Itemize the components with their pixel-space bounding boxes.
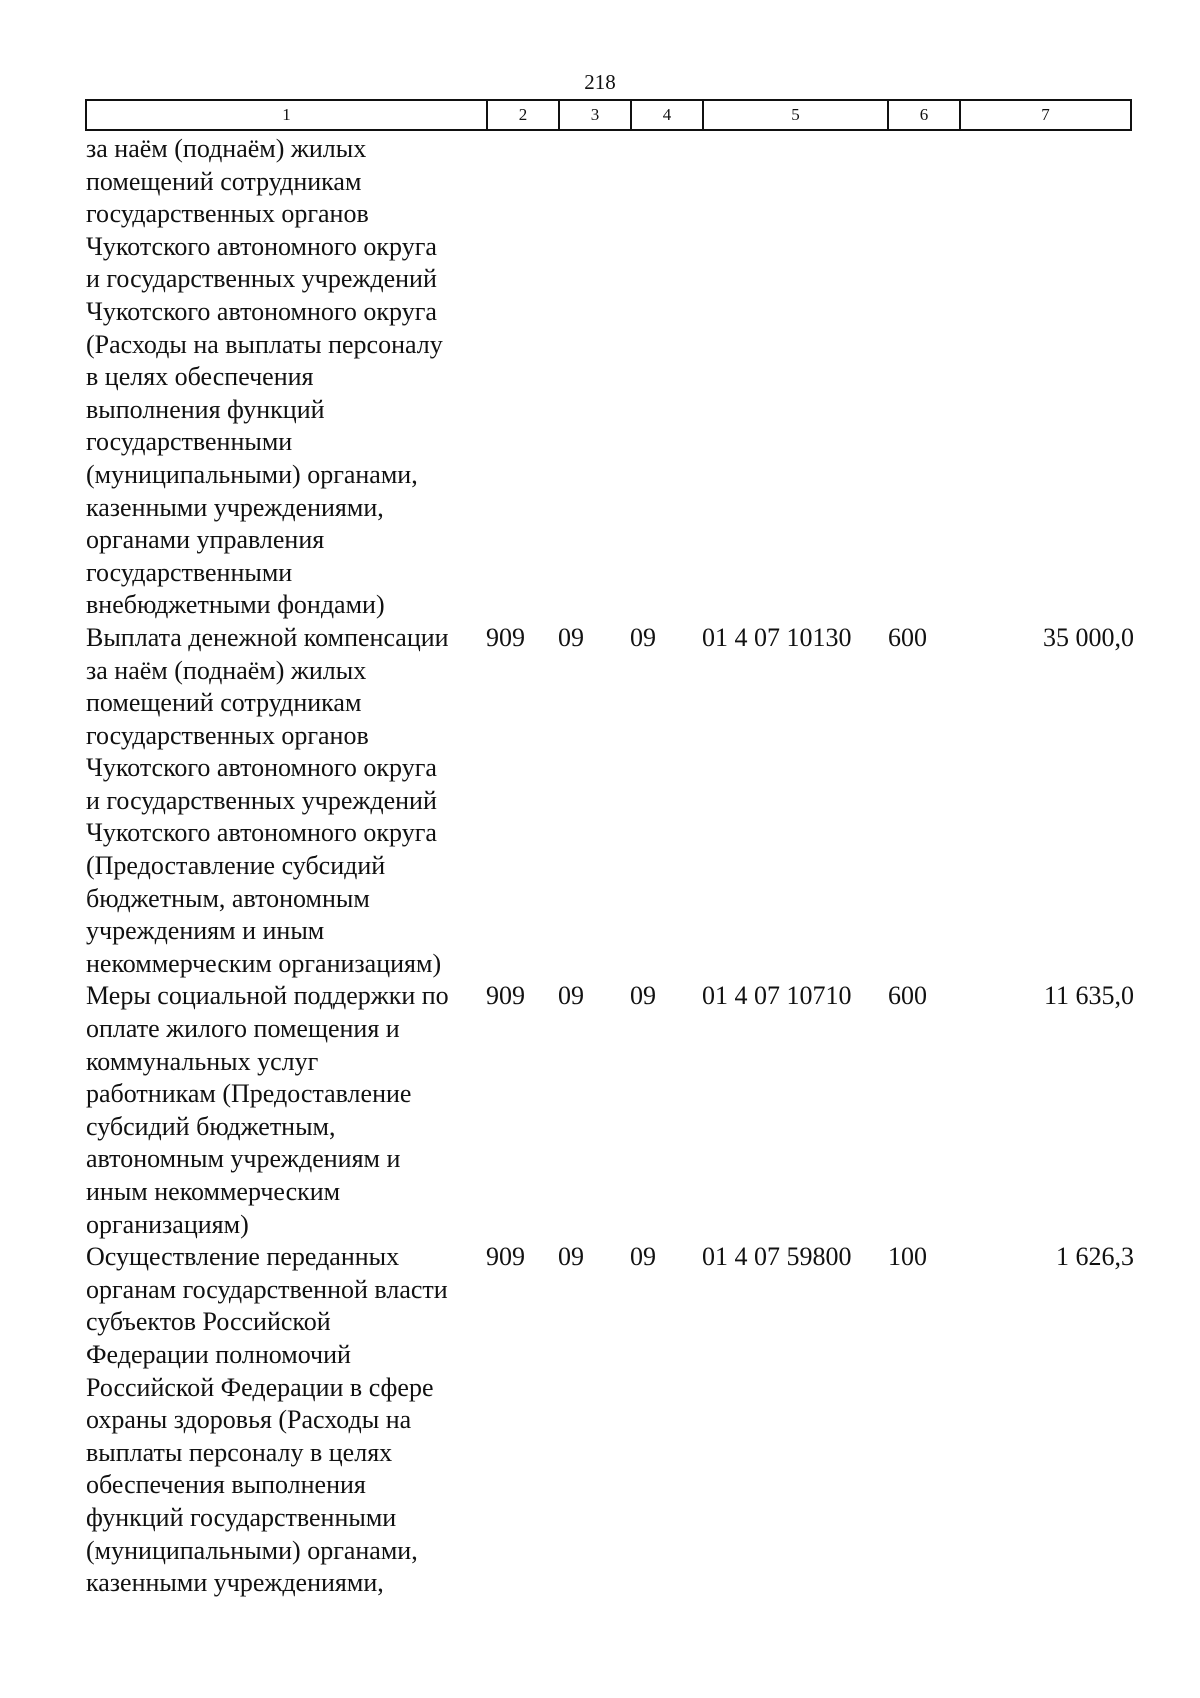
description-line: Меры социальной поддержки по xyxy=(86,981,449,1011)
table-row xyxy=(86,133,1134,622)
header-col-5: 5 xyxy=(704,101,889,129)
cell-ministry-code: 909 xyxy=(486,1242,525,1272)
description-line: помещений сотрудникам xyxy=(86,688,362,718)
description-line: казенными учреждениями, xyxy=(86,1568,384,1598)
cell-target-article: 01 4 07 59800 xyxy=(702,1242,852,1272)
table-row xyxy=(86,1241,1134,1600)
description-line: автономным учреждениям и xyxy=(86,1144,401,1174)
cell-ministry-code: 909 xyxy=(486,981,525,1011)
description-line: в целях обеспечения xyxy=(86,362,314,392)
cell-expense-type xyxy=(888,133,958,622)
description-line: учреждениям и иным xyxy=(86,916,325,946)
cell-section: 09 xyxy=(558,981,584,1011)
header-col-4: 4 xyxy=(632,101,704,129)
description-line: субъектов Российской xyxy=(86,1307,331,1337)
description-line: функций государственными xyxy=(86,1502,397,1532)
description-line: (муниципальными) органами, xyxy=(86,459,418,489)
row-description xyxy=(86,133,486,622)
description-line: Чукотского автономного округа xyxy=(86,753,437,783)
cell-amount xyxy=(958,133,1134,622)
header-col-7: 7 xyxy=(1041,105,1050,124)
description-line: некоммерческим организациям) xyxy=(86,948,442,978)
cell-section: 09 xyxy=(558,1242,584,1272)
description-line: организациям) xyxy=(86,1209,249,1239)
description-line: иным некоммерческим xyxy=(86,1177,341,1206)
header-col-6: 6 xyxy=(889,101,961,129)
description-line: Выплата денежной компенсации xyxy=(86,622,449,652)
header-col-1: 1 xyxy=(87,101,488,129)
description-line: (муниципальными) органами, xyxy=(86,1535,418,1565)
cell-target-article xyxy=(702,133,888,622)
description-line: государственных органов xyxy=(86,720,369,750)
cell-subsection xyxy=(630,133,702,622)
header-col-3: 3 xyxy=(560,101,632,129)
row-description xyxy=(86,622,486,981)
cell-section xyxy=(558,133,630,622)
row-description xyxy=(86,980,486,1241)
description-line: Чукотского автономного округа xyxy=(86,818,437,848)
description-line: и государственных учреждений xyxy=(86,785,437,815)
cell-target-article: 01 4 07 10130 xyxy=(702,622,852,652)
cell-expense-type: 100 xyxy=(888,1242,927,1272)
cell-expense-type: 600 xyxy=(888,981,927,1011)
cell-subsection: 09 xyxy=(630,981,656,1011)
description-line: Чукотского автономного округа xyxy=(86,296,437,326)
description-line: выполнения функций xyxy=(86,394,325,424)
description-line: охраны здоровья (Расходы на xyxy=(86,1405,412,1435)
description-line: Чукотского автономного округа xyxy=(86,231,437,261)
cell-subsection: 09 xyxy=(630,622,656,652)
cell-ministry-code: 909 xyxy=(486,622,525,652)
description-line: казенными учреждениями, xyxy=(86,492,384,522)
description-line: обеспечения выполнения xyxy=(86,1470,366,1500)
description-line: за наём (поднаём) жилых xyxy=(86,655,367,685)
header-col-2: 2 xyxy=(488,101,560,129)
table-body xyxy=(86,133,1134,1600)
table-row xyxy=(86,980,1134,1241)
description-line: Российской Федерации в сфере xyxy=(86,1372,434,1402)
description-line: государственными xyxy=(86,427,293,457)
description-line: органами управления xyxy=(86,525,325,555)
description-line: органам государственной власти xyxy=(86,1274,448,1304)
description-line: и государственных учреждений xyxy=(86,264,437,294)
cell-amount: 11 635,0 xyxy=(1043,981,1134,1011)
description-line: Федерации полномочий xyxy=(86,1339,351,1369)
description-line: (Расходы на выплаты персоналу xyxy=(86,329,443,359)
description-line: бюджетным, автономным xyxy=(86,883,370,913)
description-line: государственными xyxy=(86,557,293,587)
cell-section: 09 xyxy=(558,622,584,652)
description-line: коммунальных услуг xyxy=(86,1046,319,1076)
row-description xyxy=(86,1241,486,1600)
description-line: выплаты персоналу в целях xyxy=(86,1437,393,1467)
description-line: субсидий бюджетным, xyxy=(86,1111,336,1141)
description-line: за наём (поднаём) жилых xyxy=(86,134,367,163)
cell-expense-type: 600 xyxy=(888,622,927,652)
description-line: (Предоставление субсидий xyxy=(86,851,386,881)
cell-ministry-code xyxy=(486,133,558,622)
description-line: работникам (Предоставление xyxy=(86,1079,412,1109)
description-line: Осуществление переданных xyxy=(86,1242,400,1272)
description-line: внебюджетными фондами) xyxy=(86,590,385,620)
description-line: государственных органов xyxy=(86,199,369,229)
description-line: оплате жилого помещения и xyxy=(86,1014,400,1044)
table-row xyxy=(86,622,1134,981)
table-header xyxy=(85,99,1132,131)
description-line: помещений сотрудникам xyxy=(86,166,362,196)
page-number: 218 xyxy=(584,70,616,94)
cell-subsection: 09 xyxy=(630,1242,656,1272)
cell-amount: 1 626,3 xyxy=(1056,1242,1134,1272)
cell-amount: 35 000,0 xyxy=(1043,622,1134,652)
cell-target-article: 01 4 07 10710 xyxy=(702,981,852,1011)
